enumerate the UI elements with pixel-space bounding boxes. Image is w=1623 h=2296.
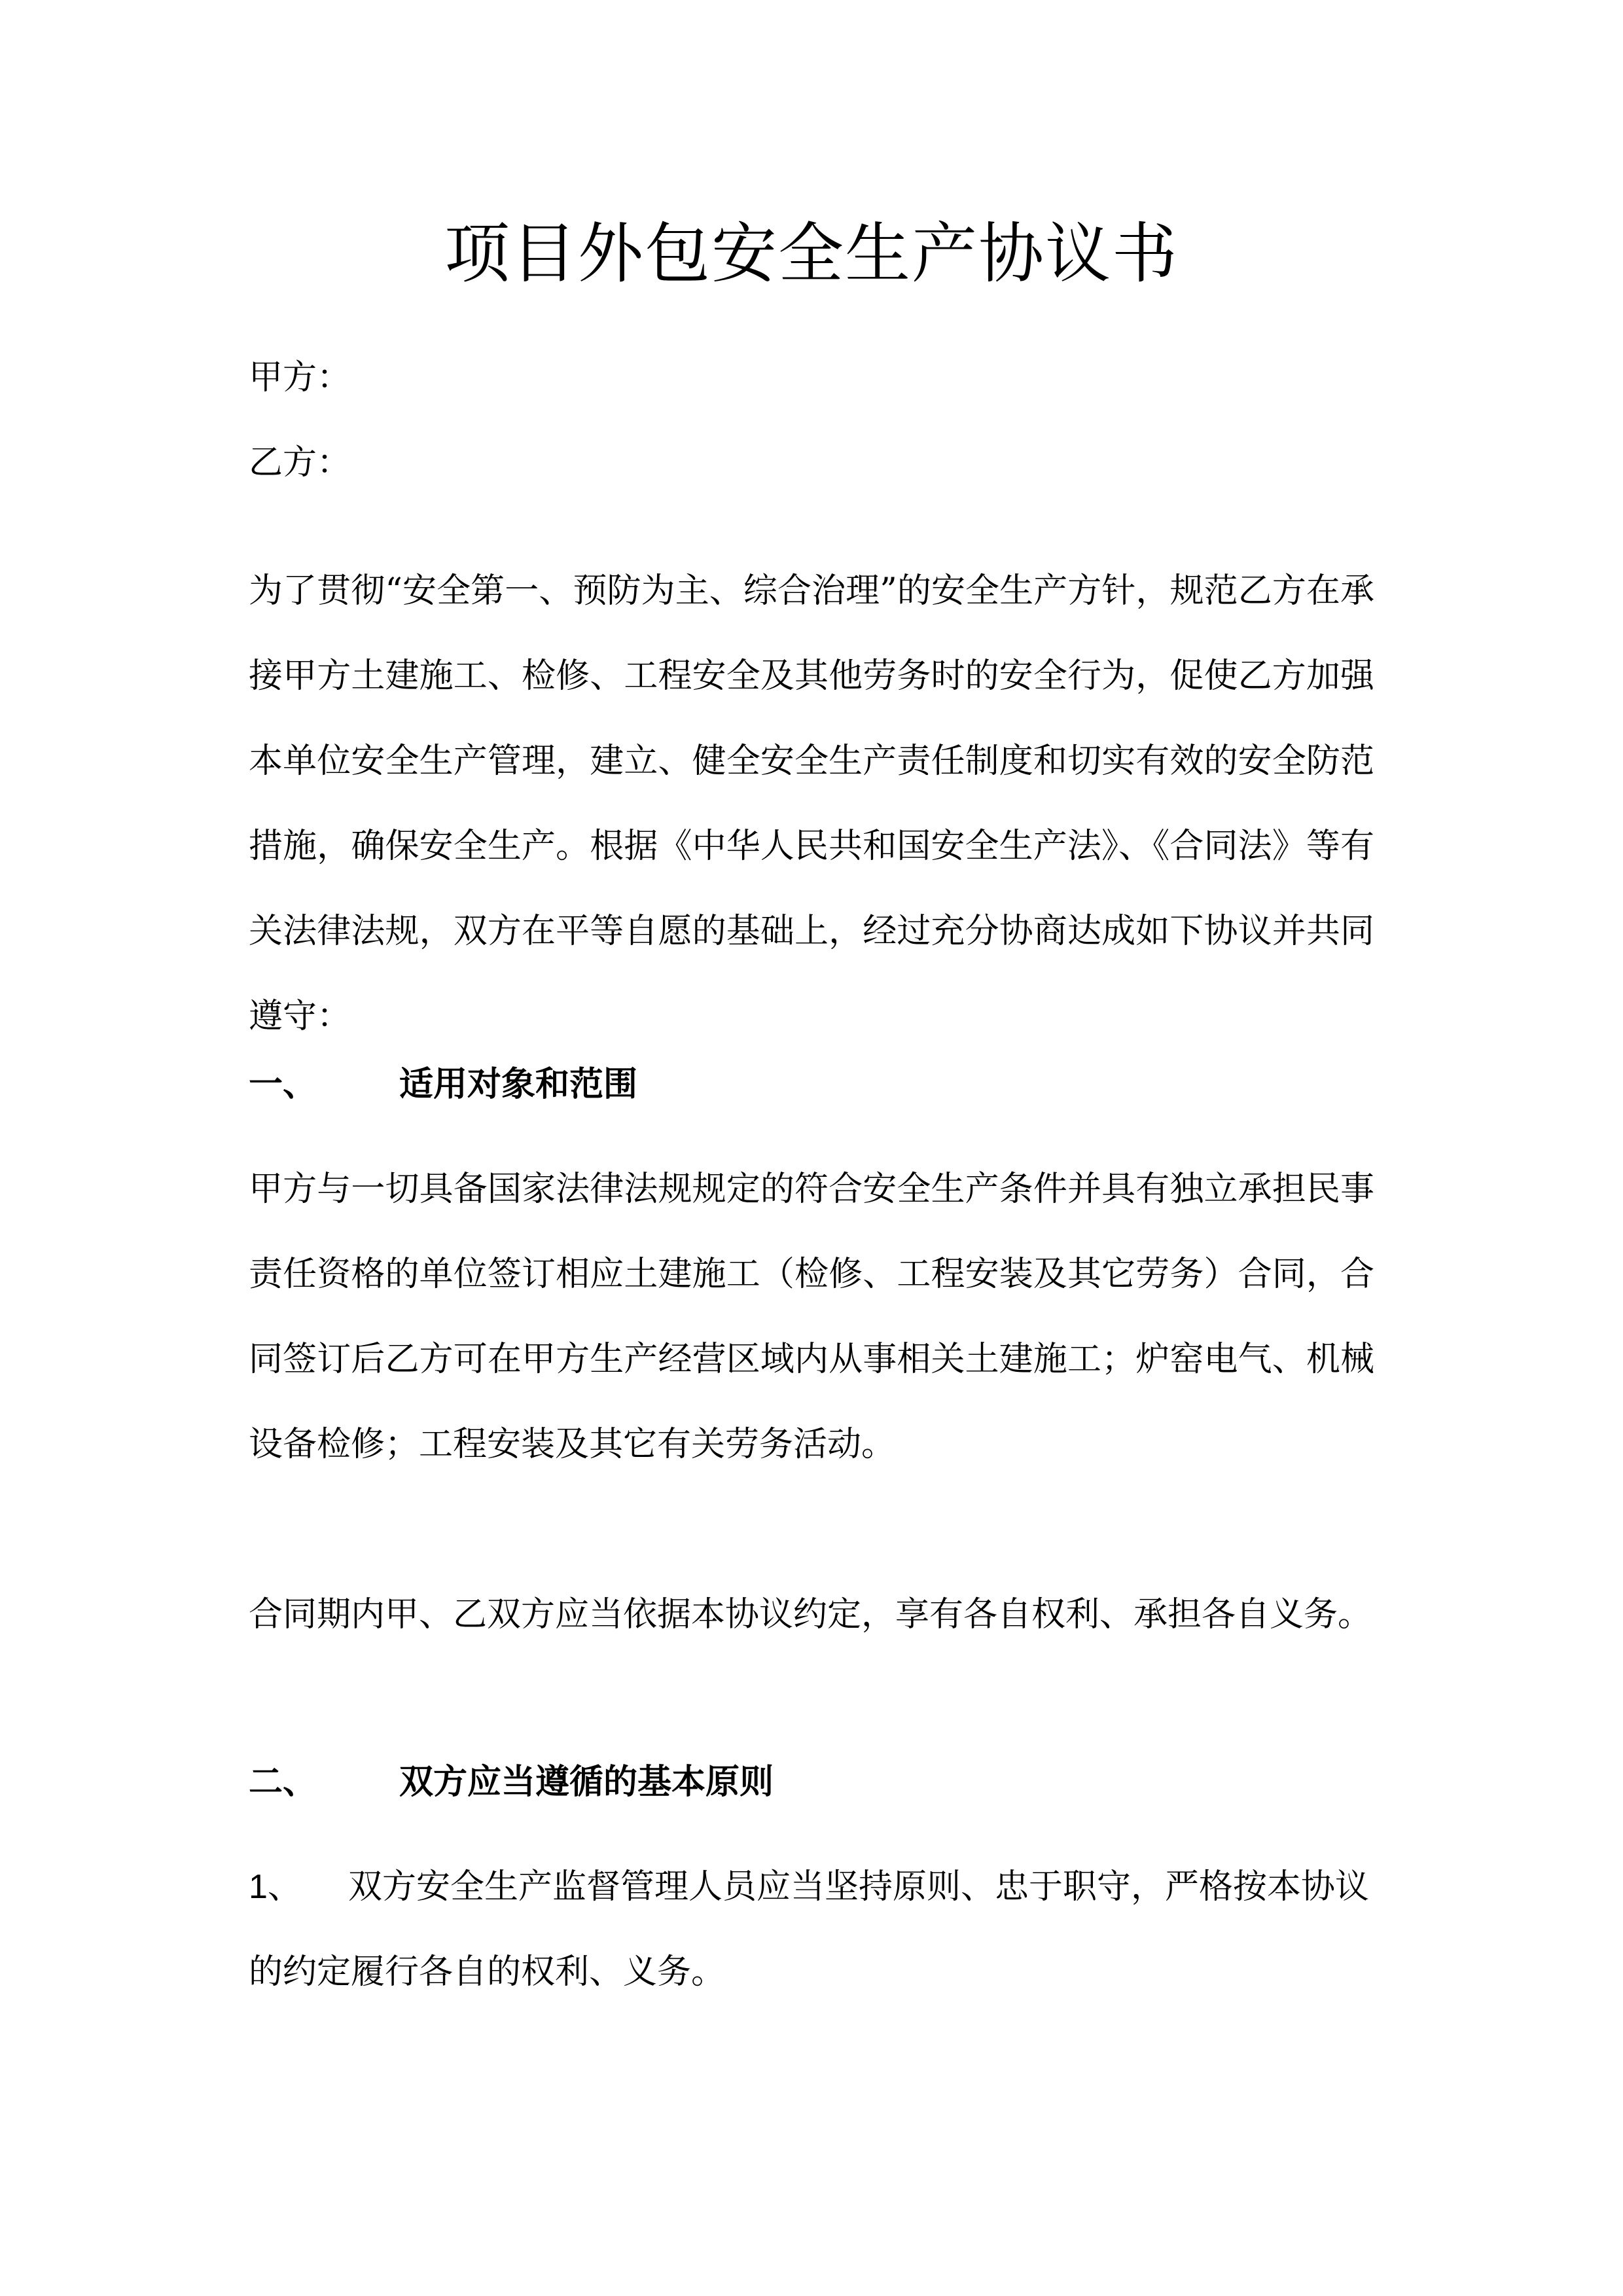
section-2-item-1-text: 双方安全生产监督管理人员应当坚持原则、忠于职守，严格按本协议的约定履行各自的权利、义务。: [249, 1867, 1370, 1992]
party-b-label: 乙方：: [249, 443, 351, 482]
section-1-title: 适用对象和范围: [399, 1064, 638, 1104]
section-1-heading: [249, 1062, 637, 1107]
document-title: 项目外包安全生产协议书: [444, 215, 1179, 292]
section-2-item-1: [249, 1844, 1374, 2015]
party-a-label: 甲方：: [249, 358, 351, 397]
section-1-paragraph-2: 合同期内甲、乙双方应当依据本协议约定，享有各自权利、承担各自义务。: [249, 1595, 1372, 1634]
section-2-heading: [249, 1759, 774, 1805]
section-2-number: 二、: [249, 1762, 317, 1802]
intro-paragraph: 为了贯彻“安全第一、预防为主、综合治理”的安全生产方针，规范乙方在承接甲方土建施工、检修、工程安全及其他劳务时的安全行为，促使乙方加强本单位安全生产管理，建立、健全安全生产责任制度和切实有效的安全防范措施，确保安全生产。根据《中华人民共和国安全生产法》、《合同法》等有关法律法规，双方在平等自愿的基础上，经过充分协商达成如下协议并共同遵守：: [249, 571, 1374, 1036]
section-2-title: 双方应当遵循的基本原则: [399, 1762, 774, 1802]
section-1-paragraph-1: 甲方与一切具备国家法律法规规定的符合安全生产条件并具有独立承担民事责任资格的单位签订相应土建施工（检修、工程安装及其它劳务）合同，合同签订后乙方可在甲方生产经营区域内从事相关土建施工；炉窑电气、机械设备检修；工程安装及其它有关劳务活动。: [249, 1170, 1374, 1464]
section-2-item-1-number: 1、: [249, 1868, 302, 1906]
section-1-number: 一、: [249, 1064, 317, 1104]
